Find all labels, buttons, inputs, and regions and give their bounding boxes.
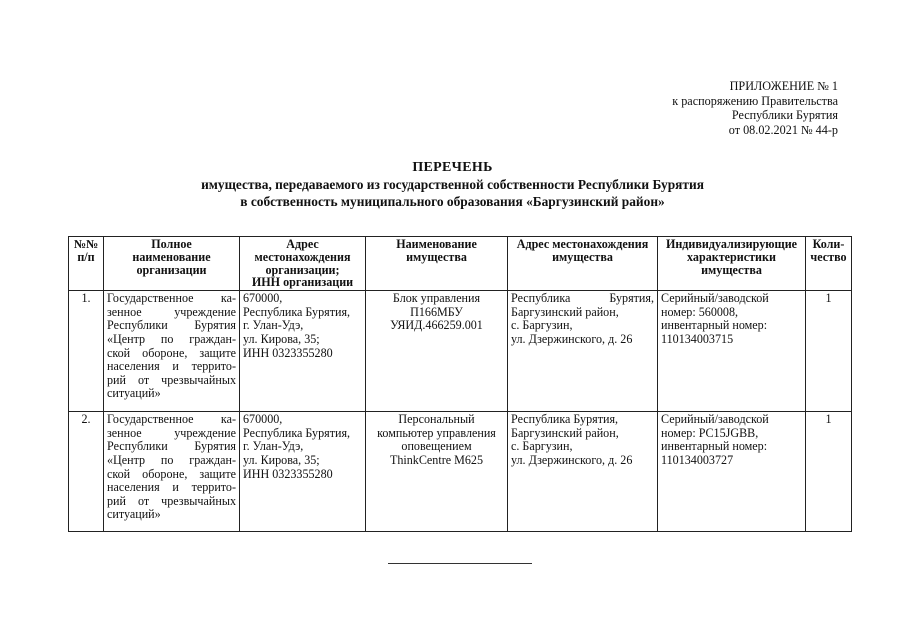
cell-item-addr: Республика Бурятия, Баргузинский район, с. Баргузин, ул. Дзержинского, д. 26 <box>508 412 658 532</box>
appendix-header <box>672 79 838 137</box>
title-main: ПЕРЕЧЕНЬ <box>412 160 493 175</box>
title-subtitle: в собственность муниципального образования «Баргузинский район» <box>240 193 665 209</box>
cell-org: Государственное ка- зенное учреждение Республики Бурятия «Центр по граждан- ской обороне, защите населения и террито- рий от чрезвычайных ситуаций» <box>104 291 240 412</box>
document-title <box>0 160 905 210</box>
header-qty: Коли- чество <box>806 237 852 291</box>
cell-num: 1. <box>69 291 104 412</box>
header-num: №№ п/п <box>69 237 104 291</box>
cell-item-name: Персональный компьютер управления оповещением ThinkCentre M625 <box>366 412 508 532</box>
header-org-addr: Адрес местонахождения организации; ИНН организации <box>240 237 366 291</box>
cell-item-name: Блок управления П166МБУ УЯИД.466259.001 <box>366 291 508 412</box>
appendix-line: ПРИЛОЖЕНИЕ № 1 <box>729 79 838 93</box>
appendix-line: Республики Бурятия <box>731 108 838 123</box>
cell-characteristics: Серийный/заводской номер: 560008, инвентарный номер: 110134003715 <box>658 291 806 412</box>
cell-num: 2. <box>69 412 104 532</box>
footer-divider <box>388 563 532 564</box>
header-item-name: Наименование имущества <box>366 237 508 291</box>
cell-org-addr: 670000, Республика Бурятия, г. Улан-Удэ, ул. Кирова, 35; ИНН 0323355280 <box>240 291 366 412</box>
appendix-line: к распоряжению Правительства <box>672 93 838 108</box>
cell-characteristics: Серийный/заводской номер: PC15JGBB, инвентарный номер: 110134003727 <box>658 412 806 532</box>
property-table <box>68 236 852 532</box>
header-item-addr: Адрес местонахождения имущества <box>508 237 658 291</box>
header-org: Полное наименование организации <box>104 237 240 291</box>
table-header-row <box>69 237 852 291</box>
cell-qty: 1 <box>806 291 852 412</box>
cell-org-addr: 670000, Республика Бурятия, г. Улан-Удэ, ул. Кирова, 35; ИНН 0323355280 <box>240 412 366 532</box>
header-characteristics: Индивидуализирующие характеристики имущества <box>658 237 806 291</box>
table-row <box>69 291 852 412</box>
appendix-line: от 08.02.2021 № 44-р <box>728 122 838 137</box>
cell-item-addr: Республика Бурятия, Баргузинский район, с. Баргузин, ул. Дзержинского, д. 26 <box>508 291 658 412</box>
title-subtitle: имущества, передаваемого из государственной собственности Республики Бурятия <box>201 176 704 192</box>
table-row <box>69 412 852 532</box>
cell-qty: 1 <box>806 412 852 532</box>
cell-org: Государственное ка- зенное учреждение Республики Бурятия «Центр по граждан- ской обороне, защите населения и террито- рий от чрезвычайных ситуаций» <box>104 412 240 532</box>
